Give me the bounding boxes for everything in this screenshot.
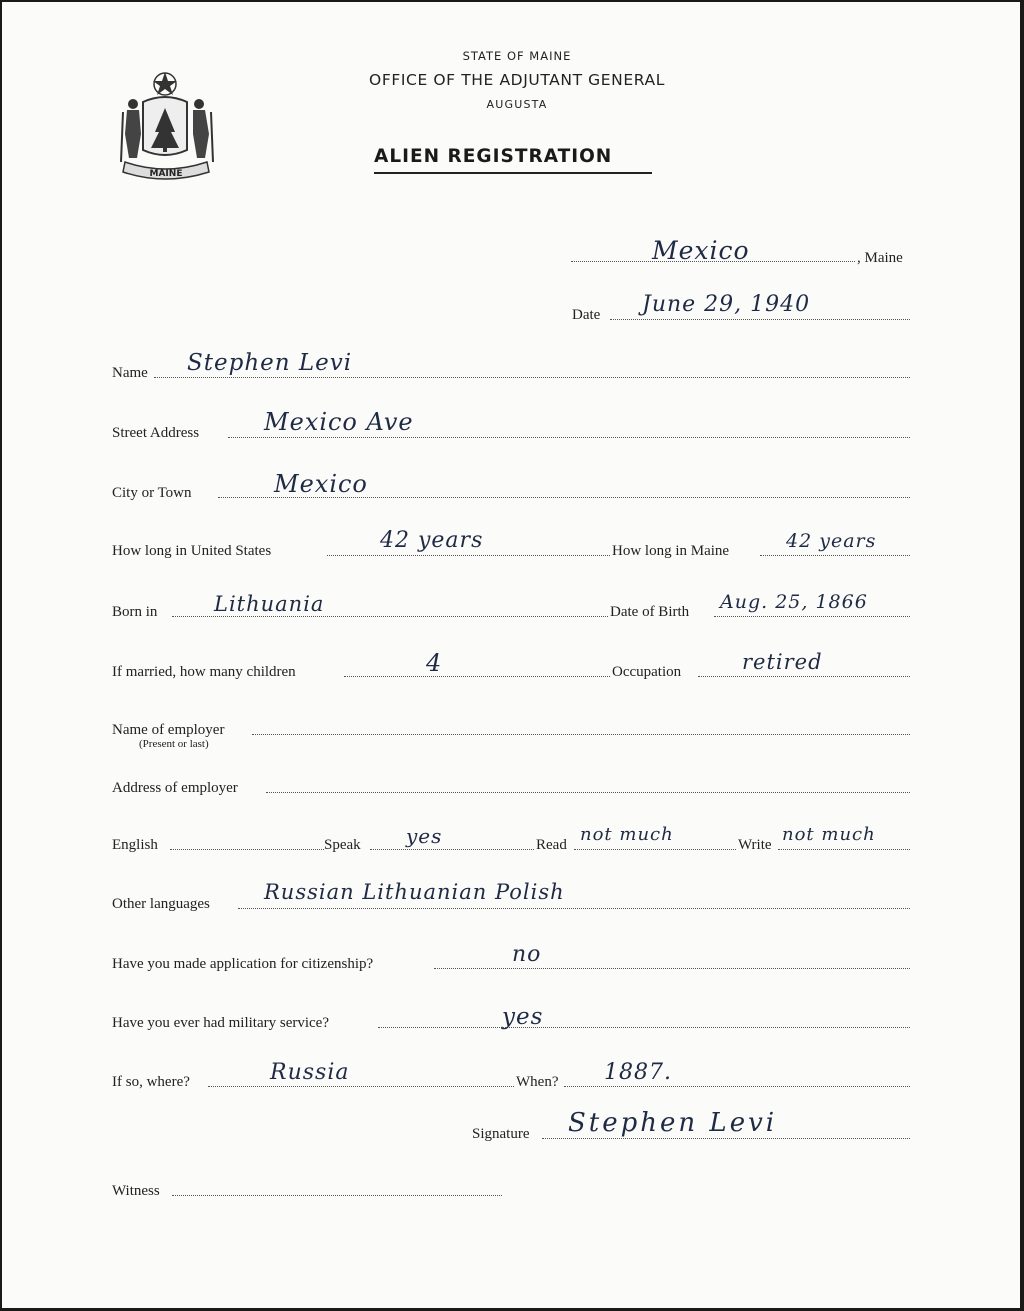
english-label: English	[112, 837, 158, 853]
born-in-line	[172, 616, 608, 617]
citizenship-label: Have you made application for citizenship?	[112, 956, 374, 972]
other-languages-line	[238, 908, 910, 909]
military-service-entry: yes	[502, 1004, 544, 1030]
signature-entry: Stephen Levi	[568, 1108, 778, 1138]
name-label: Name	[112, 365, 148, 381]
town-entry: Mexico	[652, 236, 750, 265]
city-heading: AUGUSTA	[486, 98, 548, 111]
occupation-line	[698, 676, 910, 677]
street-address-entry: Mexico Ave	[264, 408, 414, 436]
employer-address-line	[266, 792, 910, 793]
born-in-entry: Lithuania	[214, 592, 325, 616]
maine-duration-line	[760, 555, 910, 556]
where-entry: Russia	[270, 1060, 350, 1085]
witness-line	[172, 1195, 502, 1196]
witness-label: Witness	[112, 1183, 160, 1199]
english-line	[170, 849, 324, 850]
read-line	[574, 849, 736, 850]
write-line	[778, 849, 910, 850]
signature-line	[542, 1138, 910, 1139]
speak-entry: yes	[406, 824, 443, 848]
employer-address-label: Address of employer	[112, 780, 238, 796]
date-of-birth-entry: Aug. 25, 1866	[720, 591, 868, 613]
us-duration-label: How long in United States	[112, 543, 272, 559]
form-title: ALIEN REGISTRATION	[374, 146, 613, 167]
name-entry: Stephen Levi	[187, 350, 353, 376]
maine-state-seal-icon	[115, 62, 227, 184]
name-line	[154, 377, 910, 378]
read-entry: not much	[580, 824, 674, 845]
employer-name-label: Name of employer	[112, 722, 225, 738]
state-heading: STATE OF MAINE	[462, 49, 572, 63]
speak-line	[370, 849, 534, 850]
street-address-label: Street Address	[112, 425, 200, 441]
citizenship-entry: no	[512, 942, 542, 967]
signature-label: Signature	[472, 1126, 530, 1142]
city-label: City or Town	[112, 485, 192, 501]
registration-form	[2, 2, 1020, 1308]
maine-duration-label: How long in Maine	[612, 543, 730, 559]
date-entry: June 29, 1940	[642, 292, 811, 317]
date-of-birth-label: Date of Birth	[610, 604, 690, 620]
title-underline	[374, 172, 652, 174]
other-languages-label: Other languages	[112, 896, 210, 912]
town-suffix: , Maine	[857, 250, 903, 266]
date-of-birth-line	[714, 616, 910, 617]
date-line	[610, 319, 910, 320]
employer-name-sublabel: (Present or last)	[139, 738, 209, 750]
when-line	[564, 1086, 910, 1087]
speak-label: Speak	[324, 837, 361, 853]
when-label: When?	[516, 1074, 559, 1090]
occupation-entry: retired	[742, 650, 823, 674]
military-service-line	[378, 1027, 910, 1028]
write-entry: not much	[782, 824, 876, 845]
occupation-label: Occupation	[612, 664, 682, 680]
read-label: Read	[536, 837, 567, 853]
office-heading: OFFICE OF THE ADJUTANT GENERAL	[369, 71, 665, 89]
born-in-label: Born in	[112, 604, 158, 620]
children-label: If married, how many children	[112, 664, 296, 680]
maine-duration-entry: 42 years	[786, 530, 877, 552]
military-service-label: Have you ever had military service?	[112, 1015, 329, 1031]
date-label: Date	[572, 307, 601, 323]
street-address-line	[228, 437, 910, 438]
seal-scroll-text: MAINE	[149, 169, 183, 179]
us-duration-entry: 42 years	[380, 528, 484, 553]
other-languages-entry: Russian Lithuanian Polish	[264, 880, 565, 904]
where-line	[208, 1086, 514, 1087]
children-entry: 4	[426, 649, 443, 677]
city-entry: Mexico	[274, 470, 368, 498]
write-label: Write	[738, 837, 772, 853]
when-entry: 1887.	[604, 1060, 672, 1085]
employer-name-line	[252, 734, 910, 735]
where-label: If so, where?	[112, 1074, 190, 1090]
children-line	[344, 676, 610, 677]
us-duration-line	[327, 555, 610, 556]
citizenship-line	[434, 968, 910, 969]
